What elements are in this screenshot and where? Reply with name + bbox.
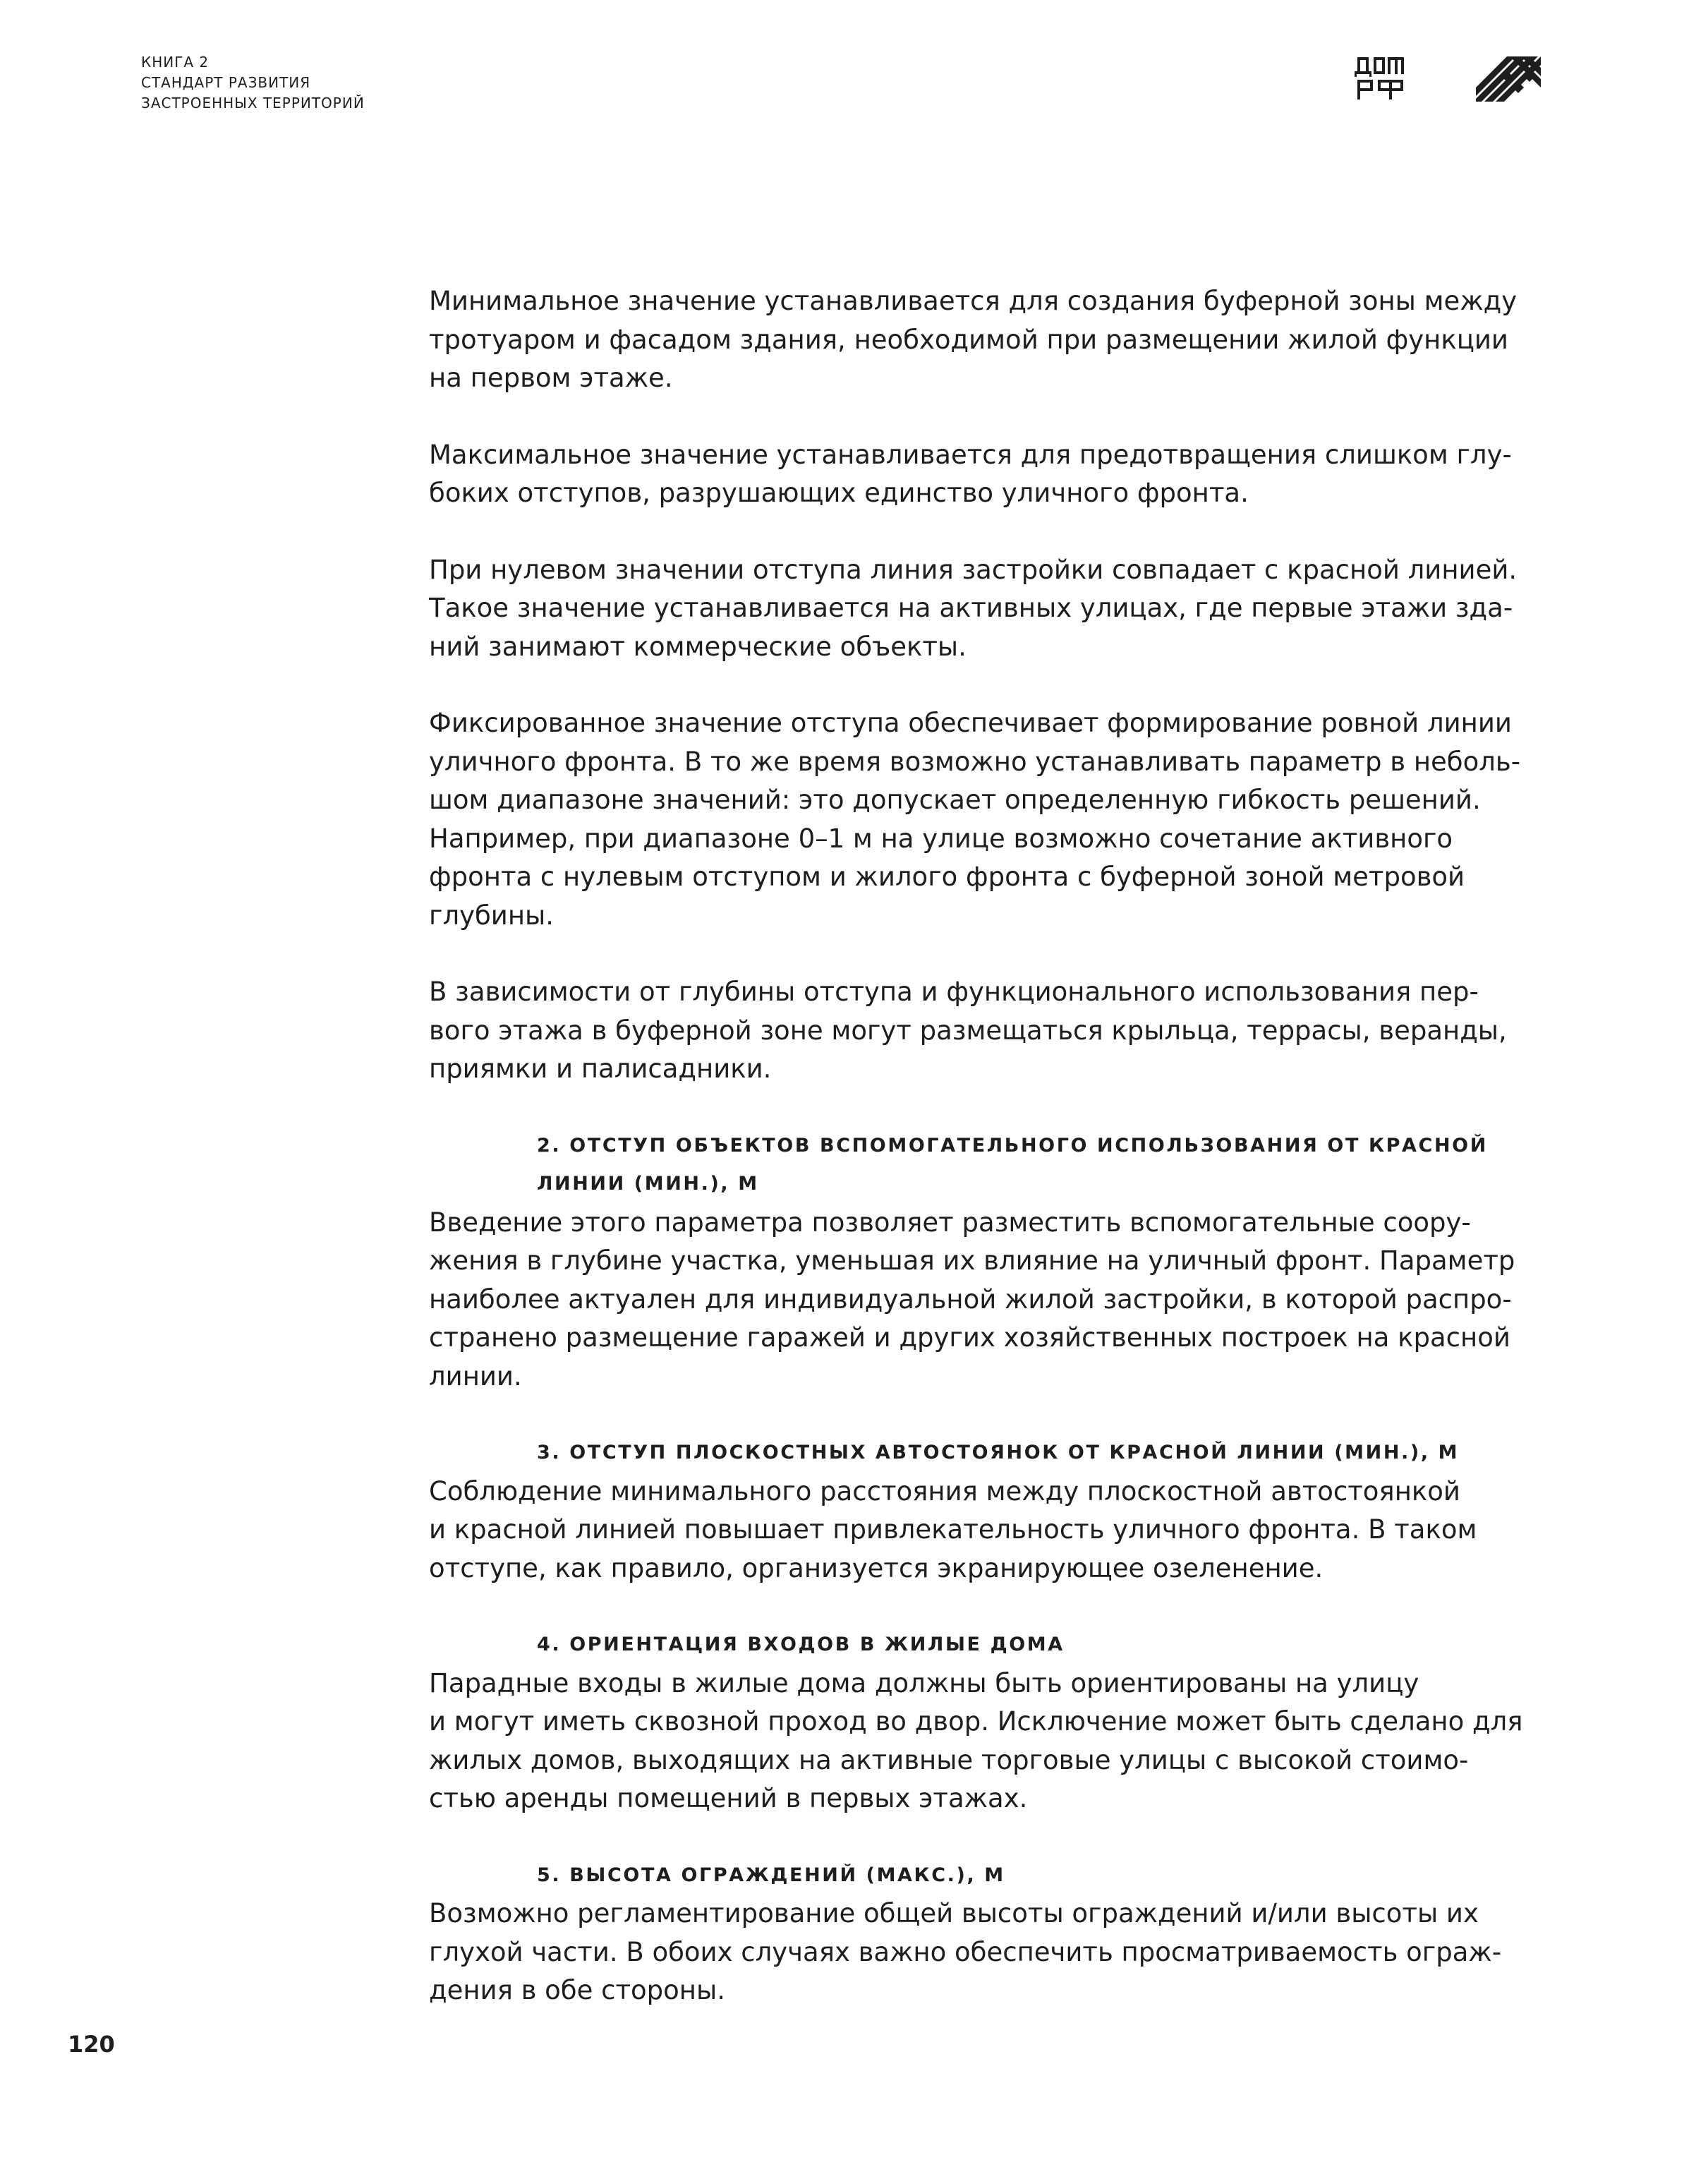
section-entrance-orientation [429, 1626, 1558, 1818]
main-content [429, 282, 1558, 2048]
text-line: Например, при диапазоне 0–1 м на улице возможно сочетание активного [429, 823, 1453, 854]
text-line: глубины. [429, 900, 555, 931]
heading-line: 4. ОРИЕНТАЦИЯ ВХОДОВ В ЖИЛЫЕ ДОМА [537, 1634, 1065, 1655]
diagonal-pattern-logo [1476, 56, 1541, 102]
paragraph-buffer-zone-uses [429, 973, 1558, 1089]
section-fence-height [429, 1857, 1558, 2010]
text-line: дения в обе стороны. [429, 1975, 725, 2005]
page-number: 120 [68, 2031, 115, 2058]
section-body [429, 1473, 1558, 1588]
text-line: глухой части. В обоих случаях важно обеспечить просматриваемость ограж- [429, 1936, 1502, 1967]
text-line: линии. [429, 1360, 522, 1392]
text-line: наиболее актуален для индивидуальной жилой застройки, в которой распро- [429, 1284, 1512, 1315]
text-line: отступе, как правило, организуется экранирующее озеленение. [429, 1552, 1324, 1583]
section-heading [537, 1127, 1558, 1204]
text-line: приямки и палисадники. [429, 1054, 772, 1084]
section-heading [537, 1434, 1558, 1473]
text-line: шом диапазоне значений: это допускает определенную гибкость решений. [429, 785, 1481, 815]
section-parking-setback [429, 1434, 1558, 1588]
dom-rf-logo [1355, 55, 1405, 102]
text-line: ний занимают коммерческие объекты. [429, 631, 967, 662]
text-line: тротуаром и фасадом здания, необходимой при размещении жилой функции [429, 324, 1508, 355]
heading-line: 5. ВЫСОТА ОГРАЖДЕНИЙ (МАКС.), М [537, 1864, 1005, 1886]
running-head-line: КНИГА 2 [141, 54, 210, 71]
text-line: жения в глубине участка, уменьшая их влияние на уличный фронт. Параметр [429, 1245, 1515, 1276]
heading-line: 2. ОТСТУП ОБЪЕКТОВ ВСПОМОГАТЕЛЬНОГО ИСПОЛЬЗОВАНИЯ ОТ КРАСНОЙ [537, 1134, 1488, 1157]
text-line: Возможно регламентирование общей высоты ограждений и/или высоты их [429, 1898, 1479, 1928]
paragraph-fixed-value [429, 704, 1558, 935]
text-line: Парадные входы в жилые дома должны быть ориентированы на улицу [429, 1667, 1419, 1698]
text-line: и красной линией повышает привлекательность уличного фронта. В таком [429, 1514, 1477, 1545]
heading-line: ЛИНИИ (МИН.), М [537, 1173, 759, 1195]
text-line: Соблюдение минимального расстояния между плоскостной автостоянкой [429, 1475, 1460, 1507]
text-line: Минимальное значение устанавливается для создания буферной зоны между [429, 286, 1518, 316]
text-line: Максимальное значение устанавливается для предотвращения слишком глу- [429, 439, 1512, 470]
section-body [429, 1665, 1558, 1818]
text-line: стью аренды помещений в первых этажах. [429, 1783, 1028, 1813]
heading-line: 3. ОТСТУП ПЛОСКОСТНЫХ АВТОСТОЯНОК ОТ КРАСНОЙ ЛИНИИ (МИН.), М [537, 1442, 1460, 1463]
text-line: на первом этаже. [429, 363, 673, 393]
section-body [429, 1204, 1558, 1396]
text-line: и могут иметь сквозной проход во двор. Исключение может быть сделано для [429, 1706, 1523, 1737]
text-line: вого этажа в буферной зоне могут размещаться крыльца, террасы, веранды, [429, 1015, 1507, 1046]
paragraph-zero-value [429, 551, 1558, 667]
text-line: жилых домов, выходящих на активные торговые улицы с высокой стоимо- [429, 1744, 1469, 1775]
text-line: странено размещение гаражей и других хозяйственных построек на красной [429, 1322, 1510, 1353]
paragraph-buffer-zone [429, 282, 1558, 398]
running-head-line: СТАНДАРТ РАЗВИТИЯ [141, 74, 311, 91]
section-auxiliary-setback [429, 1127, 1558, 1396]
text-line: Фиксированное значение отступа обеспечивает формирование ровной линии [429, 708, 1512, 738]
text-line: уличного фронта. В то же время возможно устанавливать параметр в неболь- [429, 746, 1521, 777]
text-line: При нулевом значении отступа линия застройки совпадает с красной линией. [429, 554, 1518, 585]
text-line: боких отступов, разрушающих единство уличного фронта. [429, 478, 1249, 508]
section-heading [537, 1857, 1558, 1895]
section-heading [537, 1626, 1558, 1665]
section-body [429, 1895, 1558, 2010]
text-line: Такое значение устанавливается на активных улицах, где первые этажи зда- [429, 593, 1513, 623]
text-line: фронта с нулевым отступом и жилого фронта с буферной зоной метровой [429, 862, 1465, 892]
text-line: В зависимости от глубины отступа и функционального использования пер- [429, 977, 1479, 1007]
text-line: Введение этого параметра позволяет разместить вспомогательные соору- [429, 1207, 1471, 1238]
running-head-line: ЗАСТРОЕННЫХ ТЕРРИТОРИЙ [141, 95, 365, 111]
paragraph-max-value [429, 436, 1558, 513]
running-head [141, 52, 365, 114]
